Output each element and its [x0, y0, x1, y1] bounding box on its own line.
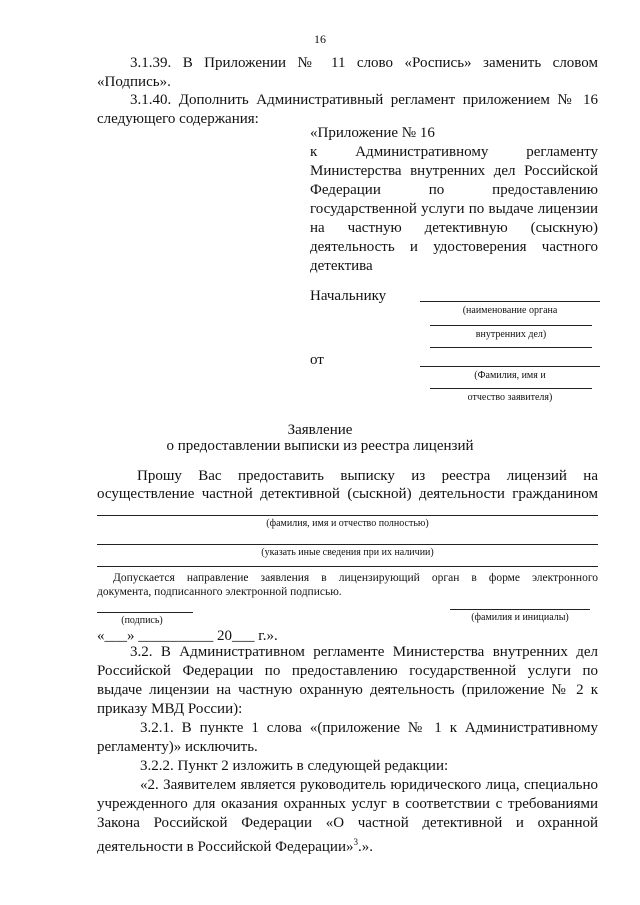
- paragraph-3-2-line2: Российской Федерации по предоставлению государственной услуги по: [97, 663, 598, 679]
- blank-line: [97, 566, 598, 567]
- appendix-line: «Приложение № 16: [310, 125, 435, 141]
- hint-applicant-2: отчество заявителя): [467, 392, 553, 403]
- blank-line: [430, 388, 592, 389]
- hint-fio: (фамилия, имя и отчество полностью): [266, 518, 429, 529]
- quote-line3: Закона Российской Федерации «О частной детективной и охранной: [97, 815, 598, 831]
- application-body-line1: Прошу Вас предоставить выписку из реестра лицензий на: [137, 468, 598, 484]
- from-label: от: [310, 352, 324, 368]
- quote-line2: учрежденного для оказания охранных услуг в соответствии с требованиями: [97, 796, 598, 812]
- blank-line: [430, 325, 592, 326]
- hint-other: (указать иные сведения при их наличии): [261, 547, 434, 558]
- appendix-line: государственной услуги по выдаче лицензии: [310, 201, 598, 217]
- blank-line: [450, 609, 590, 610]
- application-title: Заявление: [287, 422, 353, 438]
- paragraph-3-2-1-line1: 3.2.1. В пункте 1 слова «(приложение № 1 к Административному: [140, 720, 598, 736]
- note-line2: документа, подписанного электронной подписью.: [97, 586, 342, 598]
- appendix-line: детектива: [310, 258, 373, 274]
- footnote-mark: 3: [353, 837, 358, 847]
- signature-hint: (подпись): [121, 615, 163, 626]
- paragraph-3-2-line3: выдаче лицензии на частную охранную деятельность (приложение № 2 к: [97, 682, 598, 698]
- paragraph-3-2-line1: 3.2. В Административном регламенте Министерства внутренних дел: [130, 644, 598, 660]
- application-body-line2: осуществление частной детективной (сыскной) деятельности гражданином: [97, 486, 598, 502]
- blank-line: [97, 544, 598, 545]
- paragraph-3-2-line4: приказу МВД России):: [97, 701, 243, 717]
- paragraph-3-1-39-line1: 3.1.39. В Приложении № 11 слово «Роспись» заменить словом: [130, 55, 598, 71]
- note-line1: Допускается направление заявления в лицензирующий орган в форме электронного: [113, 572, 598, 584]
- hint-applicant: (Фамилия, имя и: [474, 370, 546, 381]
- page-number: 16: [314, 32, 326, 46]
- appendix-line: к Административному регламенту: [310, 144, 598, 160]
- hint-organ-2: внутренних дел): [475, 329, 547, 340]
- blank-line: [420, 366, 600, 367]
- to-label: Начальнику: [310, 288, 387, 304]
- quote-line4-text: деятельности в Российской Федерации»: [97, 839, 354, 855]
- quote-line4: [97, 833, 373, 857]
- paragraph-3-2-2: 3.2.2. Пункт 2 изложить в следующей редакции:: [140, 758, 449, 774]
- paragraph-3-1-40-line1: 3.1.40. Дополнить Административный регламент приложением № 16: [130, 92, 598, 108]
- date-line: «___» __________ 20___ г.».: [97, 628, 278, 644]
- paragraph-3-1-39-line2: «Подпись».: [97, 74, 171, 90]
- quote-line4-end: .».: [357, 839, 373, 855]
- appendix-line: Федерации по предоставлению: [310, 182, 598, 198]
- application-subtitle: о предоставлении выписки из реестра лицензий: [166, 438, 474, 454]
- blank-line: [430, 347, 592, 348]
- appendix-line: на частную детективную (сыскную): [310, 220, 598, 236]
- blank-line: [420, 301, 600, 302]
- hint-organ: (наименование органа: [462, 305, 558, 316]
- appendix-line: деятельность и удостоверения частного: [310, 239, 598, 255]
- appendix-header: [310, 124, 598, 276]
- paragraph-3-2-1-line2: регламенту)» исключить.: [97, 739, 258, 755]
- blank-line: [97, 612, 193, 613]
- appendix-line: Министерства внутренних дел Российской: [310, 163, 598, 179]
- paragraph-3-1-40-line2: следующего содержания:: [97, 111, 259, 127]
- blank-line: [97, 515, 598, 516]
- quote-line1: «2. Заявителем является руководитель юридического лица, специально: [140, 777, 598, 793]
- name-hint: (фамилия и инициалы): [471, 612, 569, 623]
